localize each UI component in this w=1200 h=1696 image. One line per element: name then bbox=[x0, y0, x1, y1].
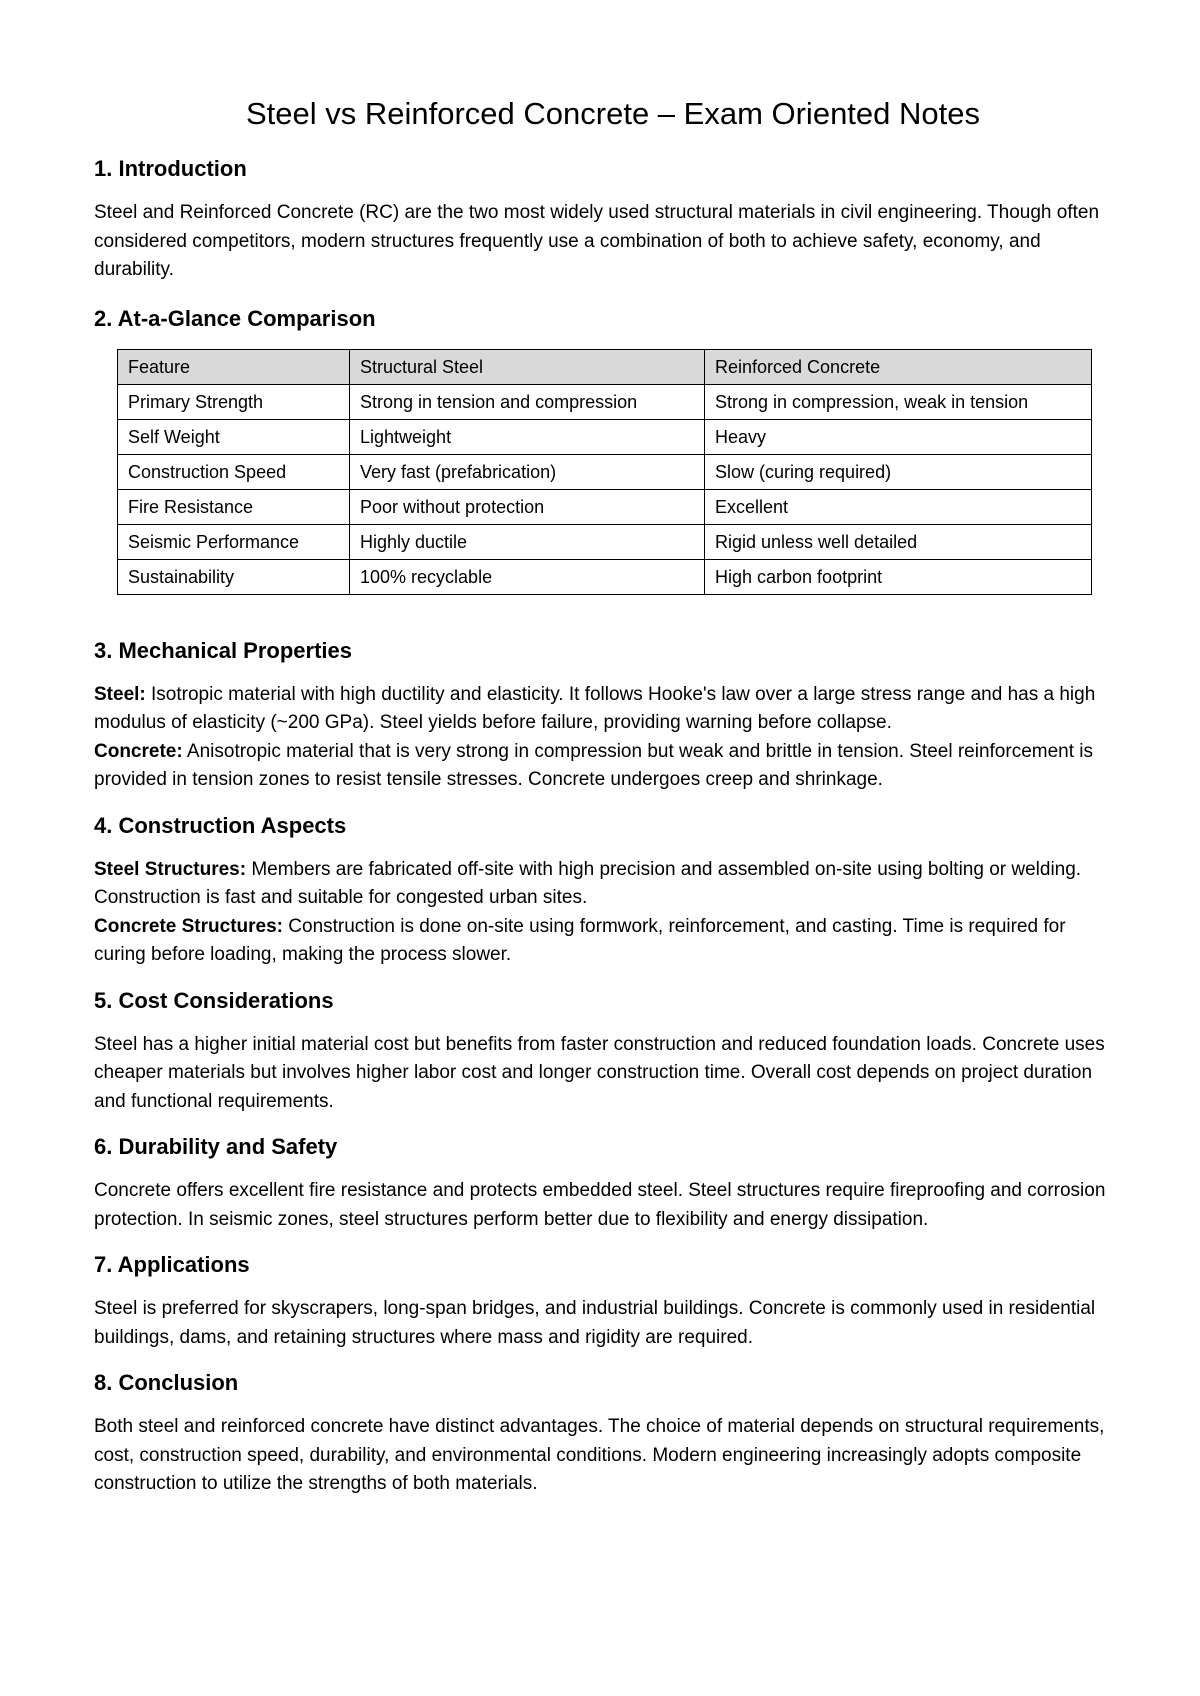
section-heading-construction-aspects: 4. Construction Aspects bbox=[94, 812, 347, 838]
table-cell: Highly ductile bbox=[350, 524, 705, 559]
steel-description: Isotropic material with high ductility and elasticity. It follows Hooke's law over a large stress range and has a high modulus of elasticity (~200 GPa). Steel yields before failure, providing warning before collapse. bbox=[94, 683, 1096, 733]
section-heading-comparison: 2. At-a-Glance Comparison bbox=[94, 305, 376, 331]
table-cell: High carbon footprint bbox=[705, 559, 1092, 594]
table-cell: Fire Resistance bbox=[118, 489, 350, 524]
table-row bbox=[118, 384, 1092, 419]
document-page bbox=[94, 94, 1118, 1499]
concrete-structures-description: Construction is done on-site using formwork, reinforcement, and casting. Time is required for curing before loading, making the process slower. bbox=[94, 915, 1066, 965]
durability-safety-paragraph: Concrete offers excellent fire resistance and protects embedded steel. Steel structures require fireproofing and corrosion protection. In seismic zones, steel structures perform better due to flexibility and energy dissipation. bbox=[94, 1180, 1106, 1230]
applications-paragraph: Steel is preferred for skyscrapers, long-span bridges, and industrial buildings. Concrete is commonly used in residential buildings, dams, and retaining structures where mass and rigidity are required. bbox=[94, 1298, 1096, 1348]
table-row bbox=[118, 489, 1092, 524]
table-header-cell: Feature bbox=[118, 349, 350, 384]
construction-aspects-paragraph bbox=[94, 856, 1118, 970]
section-heading-durability-safety: 6. Durability and Safety bbox=[94, 1134, 338, 1159]
table-cell: Rigid unless well detailed bbox=[705, 524, 1092, 559]
table-cell: Primary Strength bbox=[118, 384, 350, 419]
cost-considerations-paragraph: Steel has a higher initial material cost but benefits from faster construction and reduced foundation loads. Concrete uses cheaper materials but involves higher labor cost and longer construction time. Overall cost depends on project duration and functional requirements. bbox=[94, 1033, 1105, 1112]
table-header-cell: Structural Steel bbox=[350, 349, 705, 384]
table-row bbox=[118, 419, 1092, 454]
table-cell: Poor without protection bbox=[350, 489, 705, 524]
section-heading-conclusion: 8. Conclusion bbox=[94, 1370, 239, 1395]
table-cell: Heavy bbox=[705, 419, 1092, 454]
section-heading-cost-considerations: 5. Cost Considerations bbox=[94, 987, 334, 1013]
table-cell: Self Weight bbox=[118, 419, 350, 454]
table-cell: Excellent bbox=[705, 489, 1092, 524]
conclusion-paragraph: Both steel and reinforced concrete have distinct advantages. The choice of material depends on structural requirements, cost, construction speed, durability, and environmental conditions. Modern engineering increasingly adopts composite construction to utilize the strengths of both materials. bbox=[94, 1416, 1105, 1494]
page-title: Steel vs Reinforced Concrete – Exam Oriented Notes bbox=[245, 96, 980, 131]
table-cell: Construction Speed bbox=[118, 454, 350, 489]
mechanical-properties-paragraph bbox=[94, 681, 1118, 795]
table-header-row bbox=[118, 349, 1092, 384]
table-cell: Sustainability bbox=[118, 559, 350, 594]
section-heading-applications: 7. Applications bbox=[94, 1252, 250, 1277]
concrete-description: Anisotropic material that is very strong in compression but weak and brittle in tension. Steel reinforcement is provided in tension zones to resist tensile stresses. Concrete undergoes creep and shrinkage. bbox=[94, 740, 1094, 790]
section-heading-introduction: 1. Introduction bbox=[94, 156, 247, 181]
table-row bbox=[118, 559, 1092, 594]
table-cell: Seismic Performance bbox=[118, 524, 350, 559]
table-header-cell: Reinforced Concrete bbox=[705, 349, 1092, 384]
concrete-label: Concrete: bbox=[94, 740, 183, 762]
table-row bbox=[118, 524, 1092, 559]
steel-label: Steel: bbox=[94, 683, 146, 705]
table-cell: Lightweight bbox=[350, 419, 705, 454]
steel-structures-description: Members are fabricated off-site with high precision and assembled on-site using bolting or welding. Construction is fast and suitable for congested urban sites. bbox=[94, 858, 1082, 908]
table-cell: Strong in compression, weak in tension bbox=[705, 384, 1092, 419]
table-cell: Very fast (prefabrication) bbox=[350, 454, 705, 489]
introduction-paragraph: Steel and Reinforced Concrete (RC) are the two most widely used structural materials in civil engineering. Though often considered competitors, modern structures frequently use a combination of both to achieve safety, economy, and durability. bbox=[94, 202, 1100, 280]
table-cell: Slow (curing required) bbox=[705, 454, 1092, 489]
table-cell: Strong in tension and compression bbox=[350, 384, 705, 419]
concrete-structures-label: Concrete Structures: bbox=[94, 915, 283, 937]
table-cell: 100% recyclable bbox=[350, 559, 705, 594]
comparison-table bbox=[117, 349, 1092, 595]
section-heading-mechanical-properties: 3. Mechanical Properties bbox=[94, 637, 352, 663]
table-row bbox=[118, 454, 1092, 489]
steel-structures-label: Steel Structures: bbox=[94, 858, 247, 880]
